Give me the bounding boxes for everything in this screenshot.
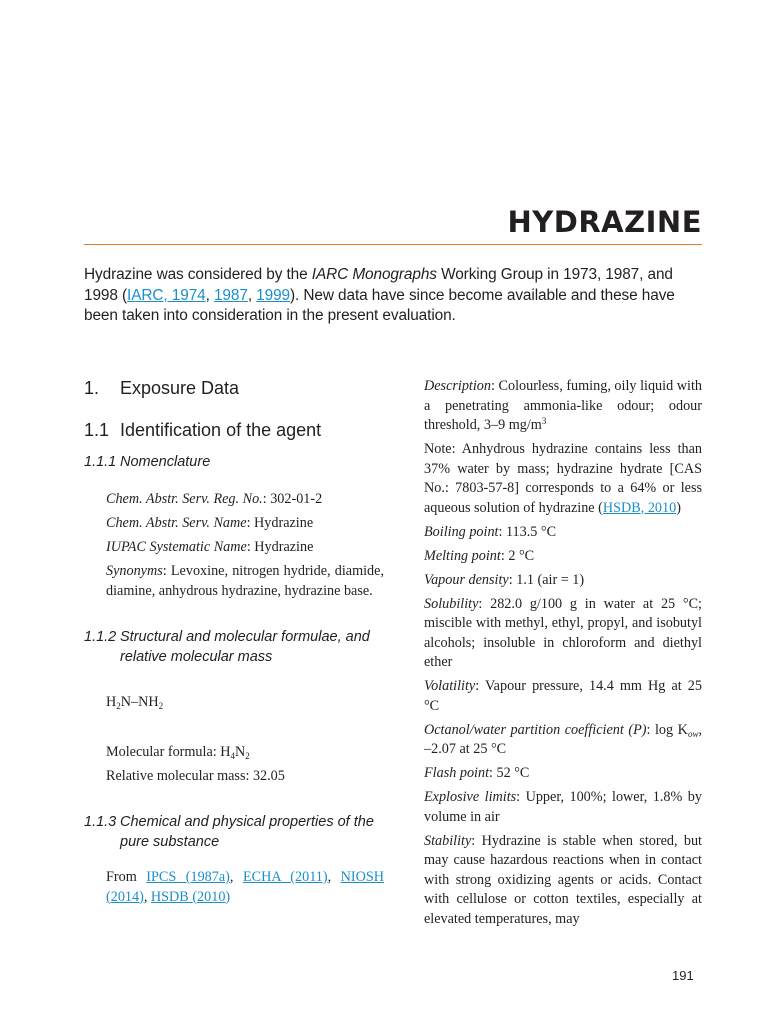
title-divider xyxy=(84,244,702,245)
formula-h: H xyxy=(106,694,117,710)
cas-name-label: Chem. Abstr. Serv. Name xyxy=(106,515,247,531)
prop-melting xyxy=(424,547,702,567)
structural-formula xyxy=(106,693,384,713)
prop-solubility xyxy=(424,595,702,673)
heading-number: 1.1.2 xyxy=(84,629,117,645)
prop-label: Solubility xyxy=(424,595,479,612)
molecular-formula xyxy=(106,743,384,763)
section-heading-exposure xyxy=(84,376,384,400)
prop-value: : 282.0 g/100 g in water at 25 °C; miscible with methyl, ethyl, propyl, and isobutyl alcohols; insoluble in chloroform and diethyl ether xyxy=(424,595,702,670)
relative-molecular-mass: Relative molecular mass: 32.05 xyxy=(106,767,285,784)
section-title: Exposure Data xyxy=(120,378,240,398)
heading-text: Structural and molecular formulae, and relative molecular mass xyxy=(120,629,370,665)
prop-volatility xyxy=(424,677,702,716)
prop-stability xyxy=(424,832,702,930)
ref-link-1999[interactable]: 1999 xyxy=(256,286,291,304)
prop-value: : 1.1 (air = 1) xyxy=(508,571,585,588)
reg-no-value: : 302-01-2 xyxy=(262,491,323,507)
ref-link-hsdb-note[interactable]: HSDB, 2010 xyxy=(602,499,677,516)
prop-note xyxy=(424,440,702,518)
heading-nomenclature xyxy=(84,452,384,472)
ref-link-ipcs[interactable]: IPCS (1987a) xyxy=(146,869,230,885)
prop-label: Octanol/water partition coefficient (P) xyxy=(424,721,647,738)
ref-link-hsdb[interactable]: HSDB (2010) xyxy=(150,888,231,905)
sep: , xyxy=(327,869,341,885)
prop-description xyxy=(424,377,702,436)
heading-text: Chemical and physical properties of the pure substance xyxy=(120,814,374,850)
page-title: HYDRAZINE xyxy=(507,205,702,239)
formula-mid: N–NH xyxy=(120,694,159,710)
prop-sub: ow xyxy=(687,728,699,739)
synonyms-value: : Levoxine, nitrogen hydride, diamide, diamine, anhydrous hydrazine, hydrazine base. xyxy=(106,563,384,599)
prop-value: : Upper, 100%; lower, 1.8% by volume in air xyxy=(424,789,702,825)
prop-boiling xyxy=(424,523,702,543)
prop-label: Explosive limits xyxy=(424,789,517,805)
heading-number: 1.1.1 xyxy=(84,454,117,470)
synonyms-line xyxy=(106,562,384,601)
mf-sub: 4 xyxy=(230,750,235,761)
ref-link-iarc-1974[interactable]: IARC, 1974 xyxy=(127,286,206,304)
structural-block xyxy=(84,693,384,786)
iupac-value: : Hydrazine xyxy=(246,539,314,555)
prop-value: : Colourless, fuming, oily liquid with a penetrating ammonia-like odour; odour threshold, 3–9 mg/m xyxy=(424,378,702,433)
nomenclature-block xyxy=(84,490,384,601)
prop-octanol xyxy=(424,721,702,760)
intro-comma-1: , xyxy=(205,286,214,304)
intro-paragraph xyxy=(84,265,704,327)
prop-value: : 113.5 °C xyxy=(498,523,557,540)
subsection-title: Identification of the agent xyxy=(120,420,322,440)
page-number: 191 xyxy=(672,968,694,983)
sep: , xyxy=(229,869,243,885)
intro-monographs: IARC Monographs xyxy=(311,266,437,283)
synonyms-label: Synonyms xyxy=(106,563,163,579)
subsection-number: 1.1 xyxy=(84,420,110,440)
mf-n: N xyxy=(235,743,246,760)
heading-chemphys xyxy=(84,812,384,852)
sep: , xyxy=(143,888,151,905)
prop-sup: 3 xyxy=(541,416,547,426)
prop-label: Description xyxy=(424,378,491,394)
note-end: ) xyxy=(676,499,681,516)
prop-value: : Hydrazine is stable when stored, but may cause hazardous reactions when in contact with strong oxidizing agents or acids. Contact with cellulose or cotton textiles, especially at elevated temperatures, may xyxy=(424,832,702,927)
prop-value: : 52 °C xyxy=(489,765,530,781)
ref-link-echa[interactable]: ECHA (2011) xyxy=(242,869,328,885)
prop-label: Volatility xyxy=(424,678,476,694)
iupac-line xyxy=(106,538,384,558)
intro-text-1: Hydrazine was considered by the xyxy=(84,266,312,283)
prop-label: Vapour density xyxy=(424,571,509,588)
formula-sub: 2 xyxy=(158,701,164,711)
sources-line xyxy=(106,868,384,907)
heading-structural xyxy=(84,627,384,667)
heading-text: Nomenclature xyxy=(120,454,211,470)
prop-value: : Vapour pressure, 14.4 mm Hg at 25 °C xyxy=(424,678,702,714)
prop-value: , –2.07 at 25 °C xyxy=(424,721,702,757)
prop-vapour-density xyxy=(424,571,702,591)
section-number: 1. xyxy=(84,378,100,398)
right-column xyxy=(424,377,702,934)
formula-sub: 2 xyxy=(116,701,121,711)
prop-label: Stability xyxy=(424,832,472,849)
subsection-heading-identification xyxy=(84,418,384,442)
chemphys-sources xyxy=(84,868,384,907)
intro-text-2: Working Group in 1973, 1987, and 1998 ( xyxy=(84,266,673,304)
prop-value: : 2 °C xyxy=(500,547,535,564)
cas-name-value: : Hydrazine xyxy=(246,515,314,531)
prop-explosive-limits xyxy=(424,788,702,827)
cas-name-line xyxy=(106,514,384,534)
mf-label: Molecular formula: H xyxy=(106,743,231,760)
reg-no-line xyxy=(106,490,384,510)
iupac-label: IUPAC Systematic Name xyxy=(106,539,247,555)
intro-text-3: ). New data have since become available and these have been taken into consideration in the present evaluation. xyxy=(84,286,675,324)
prop-label: Flash point xyxy=(424,765,490,781)
prop-label: Boiling point xyxy=(424,523,499,540)
sources-from: From xyxy=(106,869,147,885)
prop-flash-point xyxy=(424,764,702,784)
mf-sub: 2 xyxy=(245,750,250,761)
prop-label: Melting point xyxy=(424,547,501,564)
intro-comma-2: , xyxy=(247,286,257,304)
reg-no-label: Chem. Abstr. Serv. Reg. No. xyxy=(106,491,263,507)
note-text: Note: Anhydrous hydrazine contains less than 37% water by mass; hydrazine hydrate [CAS No.: 7803-57-8] corresponds to a 64% or less aqueous solution of hydrazine ( xyxy=(424,441,702,516)
ref-link-1987[interactable]: 1987 xyxy=(213,286,248,304)
ref-link-niosh[interactable]: NIOSH (2014) xyxy=(106,869,385,905)
prop-value: : log K xyxy=(646,721,688,738)
heading-number: 1.1.3 xyxy=(84,814,117,830)
left-column xyxy=(84,376,384,912)
